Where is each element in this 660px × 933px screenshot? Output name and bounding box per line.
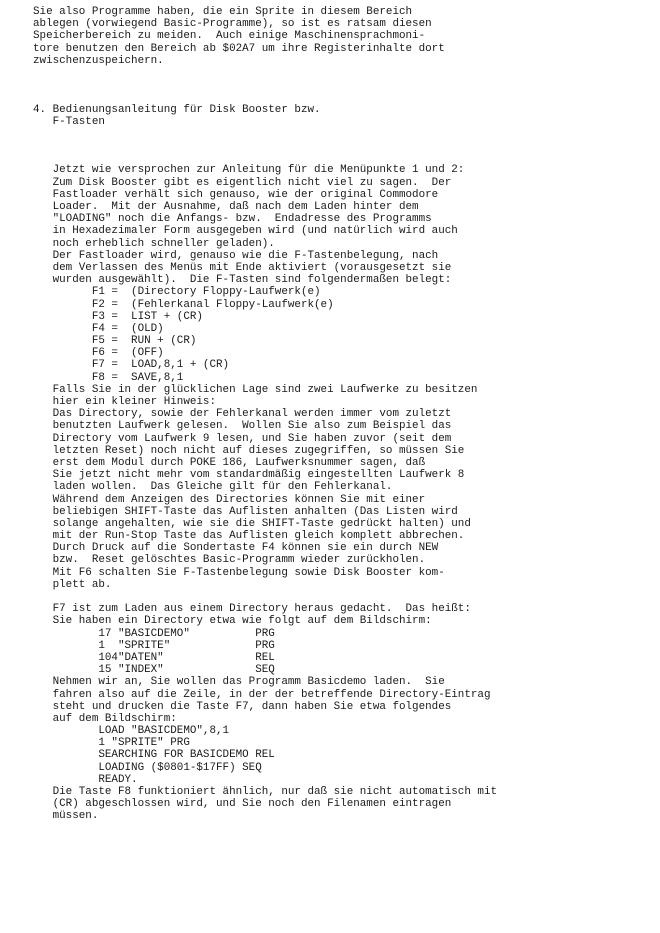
text-line: in Hexadezimaler Form ausgegeben wird (und natürlich wird auch	[33, 225, 458, 238]
text-line: zwischenzuspeichern.	[33, 54, 164, 67]
text-line: Die Taste F8 funktioniert ähnlich, nur daß sie nicht automatisch mit	[33, 786, 498, 798]
text-line: SEARCHING FOR BASICDEMO REL	[33, 749, 275, 762]
text-line: Mit F6 schalten Sie F-Tastenbelegung sowie Disk Booster kom-	[33, 566, 445, 579]
text-line: 4. Bedienungsanleitung für Disk Booster bzw.	[33, 103, 321, 116]
text-line: laden wollen. Das Gleiche gilt für den Fehlerkanal.	[33, 481, 393, 494]
text-line: letzten Reset) noch nicht auf dieses zugegriffen, so müssen Sie	[33, 444, 465, 457]
text-line: LOADING ($0801-$17FF) SEQ	[33, 761, 262, 774]
text-line: Das Directory, sowie der Fehlerkanal werden immer vom zuletzt	[33, 408, 452, 421]
text-line: Jetzt wie versprochen zur Anleitung für die Menüpunkte 1 und 2:	[33, 164, 465, 177]
text-line	[33, 128, 497, 140]
text-line: hier ein kleiner Hinweis:	[33, 396, 216, 408]
text-line: mit der Run-Stop Taste das Auflisten gleich komplett abbrechen.	[33, 530, 465, 543]
text-line: Sie also Programme haben, die ein Sprite in diesem Bereich	[33, 6, 413, 18]
text-line	[33, 67, 497, 79]
text-line: beliebigen SHIFT-Taste das Auflisten anhalten (Das Listen wird	[33, 505, 458, 518]
text-line: Während dem Anzeigen des Directories können Sie mit einer	[33, 493, 426, 506]
text-line: Der Fastloader wird, genauso wie die F-Tastenbelegung, nach	[33, 249, 439, 262]
text-line: benutzten Laufwerk gelesen. Wollen Sie also zum Beispiel das	[33, 420, 452, 433]
text-line: "LOADING" noch die Anfangs- bzw. Endadresse des Programms	[33, 213, 432, 226]
text-line: solange angehalten, wie sie die SHIFT-Taste gedrückt halten) und	[33, 517, 471, 530]
text-line	[33, 140, 497, 152]
text-line: wurden ausgewählt). Die F-Tasten sind folgendermaßen belegt:	[33, 274, 452, 287]
text-line: Directory vom Laufwerk 9 lesen, und Sie haben zuvor (seit dem	[33, 432, 452, 445]
text-line: 17 "BASICDEMO" PRG	[33, 627, 275, 640]
text-line: plett ab.	[33, 578, 112, 591]
text-line: F6 = (OFF)	[33, 347, 164, 360]
text-line: Durch Druck auf die Sondertaste F4 können sie ein durch NEW	[33, 542, 439, 555]
text-line: F5 = RUN + (CR)	[33, 335, 197, 348]
text-line: Zum Disk Booster gibt es eigentlich nicht viel zu sagen. Der	[33, 176, 452, 189]
text-line: 104"DATEN" REL	[33, 651, 275, 664]
text-line	[33, 152, 497, 164]
text-line: F8 = SAVE,8,1	[33, 371, 184, 384]
text-line: F4 = (OLD)	[33, 322, 164, 335]
text-line: F3 = LIST + (CR)	[33, 310, 203, 323]
text-line: Nehmen wir an, Sie wollen das Programm Basicdemo laden. Sie	[33, 676, 445, 689]
text-line: ablegen (vorwiegend Basic-Programme), so ist es ratsam diesen	[33, 18, 432, 31]
text-line: erst dem Modul durch POKE 186, Laufwerksnummer sagen, daß	[33, 456, 426, 469]
text-line: noch erheblich schneller geladen).	[33, 237, 275, 250]
text-line	[33, 591, 497, 603]
text-line: bzw. Reset gelöschtes Basic-Programm wieder zurückholen.	[33, 554, 426, 567]
text-line: F-Tasten	[33, 115, 105, 128]
text-line: 15 "INDEX" SEQ	[33, 664, 275, 677]
text-line: (CR) abgeschlossen wird, und Sie noch den Filenamen eintragen	[33, 798, 452, 811]
text-line: Sie haben ein Directory etwa wie folgt auf dem Bildschirm:	[33, 615, 432, 628]
text-line: fahren also auf die Zeile, in der der betreffende Directory-Eintrag	[33, 688, 491, 701]
text-line: READY.	[33, 773, 138, 786]
text-line: müssen.	[33, 810, 99, 823]
text-line	[33, 91, 497, 103]
text-line: steht und drucken die Taste F7, dann haben Sie etwa folgendes	[33, 700, 452, 713]
text-line: 1 "SPRITE" PRG	[33, 737, 190, 750]
text-line: F1 = (Directory Floppy-Laufwerk(e)	[33, 286, 321, 299]
text-line: Speicherbereich zu meiden. Auch einige Maschinensprachmoni-	[33, 30, 426, 43]
text-line: F7 ist zum Laden aus einem Directory heraus gedacht. Das heißt:	[33, 603, 471, 616]
text-line: Sie jetzt nicht mehr vom standardmäßig eingestellten Laufwerk 8	[33, 469, 465, 482]
text-line: F7 = LOAD,8,1 + (CR)	[33, 359, 230, 372]
document-text	[33, 6, 497, 823]
text-line: dem Verlassen des Menüs mit Ende aktiviert (vorausgesetzt sie	[33, 261, 452, 274]
text-line: Fastloader verhält sich genauso, wie der original Commodore	[33, 188, 439, 201]
text-line: LOAD "BASICDEMO",8,1	[33, 725, 230, 738]
text-line: auf dem Bildschirm:	[33, 712, 177, 725]
text-line: 1 "SPRITE" PRG	[33, 639, 275, 652]
text-line: F2 = (Fehlerkanal Floppy-Laufwerk(e)	[33, 298, 334, 311]
text-line: Loader. Mit der Ausnahme, daß nach dem Laden hinter dem	[33, 201, 419, 213]
text-line	[33, 79, 497, 91]
text-line: tore benutzen den Bereich ab $02A7 um ihre Registerinhalte dort	[33, 42, 445, 55]
text-line: Falls Sie in der glücklichen Lage sind zwei Laufwerke zu besitzen	[33, 383, 478, 396]
